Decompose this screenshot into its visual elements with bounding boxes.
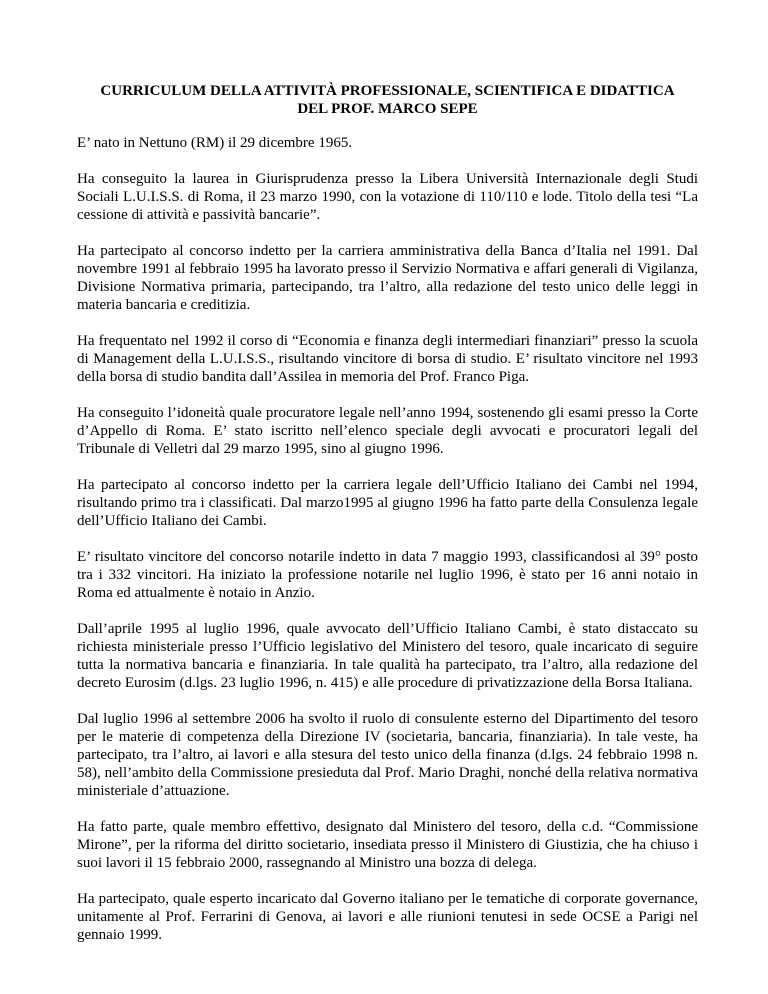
title-line-2: DEL PROF. MARCO SEPE xyxy=(297,101,478,117)
paragraph-degree: Ha conseguito la laurea in Giurisprudenza presso la Libera Università Internazionale degli Studi Sociali L.U.I.S.S. di Roma, il 23 marzo 1990, con la votazione di 110/110 e lode. Titolo della tesi “La cessione di attività e passività bancarie”. xyxy=(77,171,698,223)
paragraph-luiss-course: Ha frequentato nel 1992 il corso di “Economia e finanza degli intermediari finanziari” presso la scuola di Management della L.U.I.S.S., risultando vincitore di borsa di studio. E’ risultato vincitore nel 1993 della borsa di studio bandita dall’Assilea in memoria del Prof. Franco Piga. xyxy=(77,333,698,385)
paragraph-banca-italia: Ha partecipato al concorso indetto per la carriera amministrativa della Banca d’Italia nel 1991. Dal novembre 1991 al febbraio 1995 ha lavorato presso il Servizio Normativa e affari generali di Vigilanza, Divisione Normativa primaria, partecipando, tra l’altro, alla redazione del testo unico delle leggi in materia bancaria e creditizia. xyxy=(77,243,698,313)
paragraph-ministero-tesoro: Dall’aprile 1995 al luglio 1996, quale avvocato dell’Ufficio Italiano Cambi, è stato distaccato su richiesta ministeriale presso l’Ufficio legislativo del Ministero del tesoro, quale incaricato di seguire tutta la normativa bancaria e finanziaria. In tale qualità ha partecipato, tra l’altro, alla redazione del decreto Eurosim (d.lgs. 23 luglio 1996, n. 415) e alle procedure di privatizzazione della Borsa Italiana. xyxy=(77,621,698,691)
document-page xyxy=(77,82,698,962)
title-line-1: CURRICULUM DELLA ATTIVITÀ PROFESSIONALE, SCIENTIFICA E DIDATTICA xyxy=(100,83,675,99)
paragraph-birth: E’ nato in Nettuno (RM) il 29 dicembre 1965. xyxy=(77,135,353,151)
paragraph-procuratore: Ha conseguito l’idoneità quale procuratore legale nell’anno 1994, sostenendo gli esami presso la Corte d’Appello di Roma. E’ stato iscritto nell’elenco speciale degli avvocati e procuratori legali del Tribunale di Velletri dal 29 marzo 1995, sino al giugno 1996. xyxy=(77,405,698,457)
paragraph-notarile: E’ risultato vincitore del concorso notarile indetto in data 7 maggio 1993, classificandosi al 39° posto tra i 332 vincitori. Ha iniziato la professione notarile nel luglio 1996, è stato per 16 anni notaio in Roma ed attualmente è notaio in Anzio. xyxy=(77,549,698,601)
paragraph-ufficio-cambi: Ha partecipato al concorso indetto per la carriera legale dell’Ufficio Italiano dei Cambi nel 1994, risultando primo tra i classificati. Dal marzo1995 al giugno 1996 ha fatto parte della Consulenza legale dell’Ufficio Italiano dei Cambi. xyxy=(77,477,698,529)
paragraph-ocse: Ha partecipato, quale esperto incaricato dal Governo italiano per le tematiche di corporate governance, unitamente al Prof. Ferrarini di Genova, ai lavori e alle riunioni tenutesi in sede OCSE a Parigi nel gennaio 1999. xyxy=(77,891,698,943)
paragraph-consulente: Dal luglio 1996 al settembre 2006 ha svolto il ruolo di consulente esterno del Dipartimento del tesoro per le materie di competenza della Direzione IV (societaria, bancaria, finanziaria). In tale veste, ha partecipato, tra l’altro, ai lavori e alla stesura del testo unico della finanza (d.lgs. 24 febbraio 1998 n. 58), nell’ambito della Commissione presieduta dal Prof. Mario Draghi, nonché della relativa normativa ministeriale d’attuazione. xyxy=(77,711,698,799)
document-title xyxy=(77,82,698,118)
paragraph-commissione-mirone: Ha fatto parte, quale membro effettivo, designato dal Ministero del tesoro, della c.d. “Commissione Mirone”, per la riforma del diritto societario, insediata presso il Ministero di Giustizia, che ha chiuso i suoi lavori il 15 febbraio 2000, rassegnando al Ministro una bozza di delega. xyxy=(77,819,698,871)
